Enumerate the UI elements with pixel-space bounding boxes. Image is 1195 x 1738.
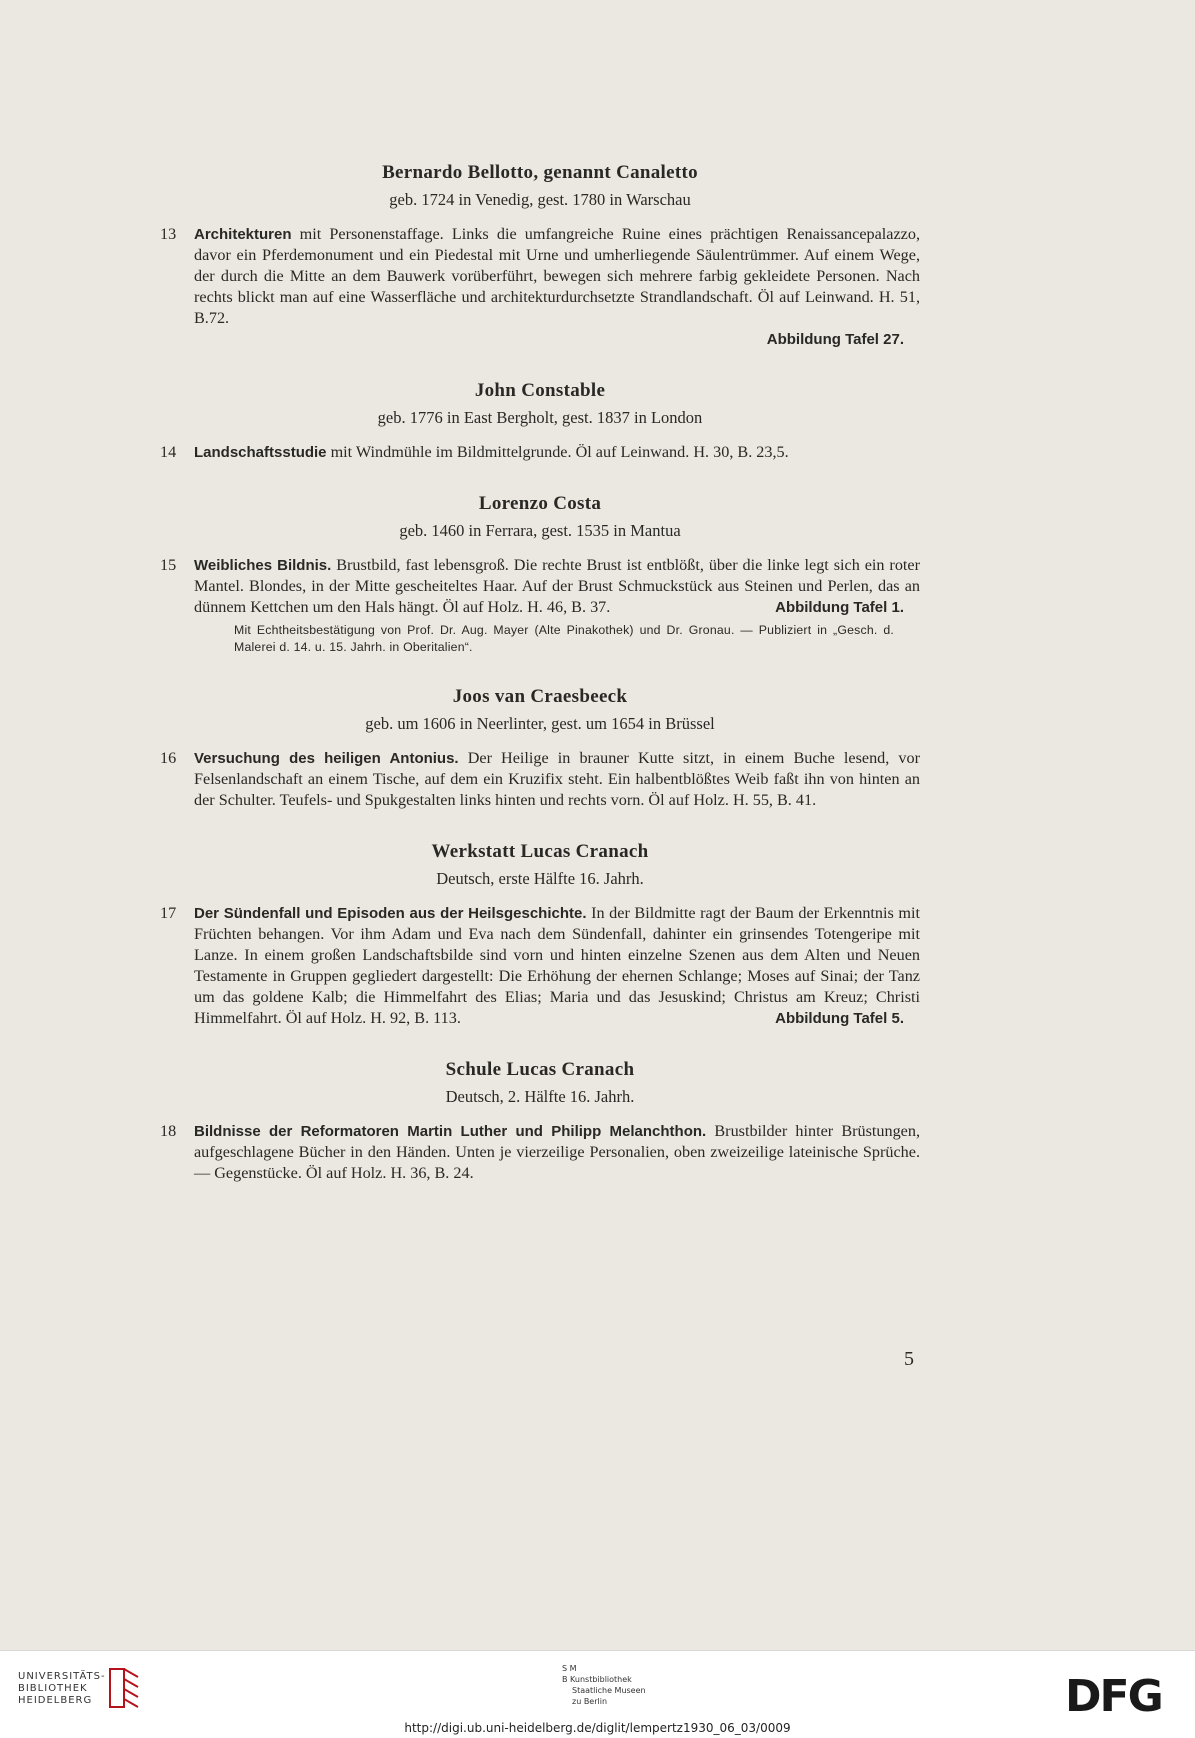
university-library-label[interactable] — [18, 1671, 106, 1707]
entry-description — [160, 555, 920, 618]
artist-name: Bernardo Bellotto, genannt Canaletto — [382, 162, 698, 183]
artist-name: Werkstatt Lucas Cranach — [431, 841, 649, 862]
smb-label-line: S M — [562, 1664, 577, 1673]
artist-life: geb. 1460 in Ferrara, gest. 1535 in Mantua — [399, 521, 681, 540]
artist-name: John Constable — [474, 380, 606, 401]
entry-description — [160, 748, 920, 811]
entry-number: 18 — [160, 1122, 177, 1140]
uni-label-line: HEIDELBERG — [18, 1695, 93, 1706]
catalog-entry-15 — [160, 493, 920, 656]
smb-kunstbibliothek-logo[interactable] — [562, 1663, 646, 1707]
catalog-entry-14 — [160, 380, 920, 463]
dfg-logo[interactable]: DFG — [1065, 1671, 1162, 1722]
artist-life: geb. 1724 in Venedig, gest. 1780 in Warschau — [389, 190, 691, 209]
artist-name: Schule Lucas Cranach — [445, 1059, 635, 1080]
smb-label-line: zu Berlin — [572, 1697, 608, 1706]
viewer-footer — [0, 1650, 1195, 1738]
plate-reference: Abbildung Tafel 27. — [766, 331, 904, 348]
artist-life: geb. um 1606 in Neerlinter, gest. um 1654 in Brüssel — [365, 714, 715, 733]
provenance-note: Mit Echtheitsbestätigung von Prof. Dr. Aug. Mayer (Alte Pinakothek) und Dr. Gronau. — Publiziert in „Gesch. d. Malerei d. 14. u. 15. Jahrh. in Oberitalien“. — [234, 623, 894, 654]
entry-description — [160, 442, 920, 463]
plate-reference: Abbildung Tafel 1. — [775, 599, 904, 616]
artist-name: Joos van Craesbeeck — [452, 686, 628, 707]
entry-title: Versuchung des heiligen Antonius. — [194, 750, 459, 767]
entry-number: 16 — [160, 749, 177, 767]
uni-label-line: UNIVERSITÄTS- — [18, 1671, 106, 1682]
entry-description — [160, 903, 920, 1029]
page-number: 5 — [904, 1348, 914, 1370]
artist-life: geb. 1776 in East Bergholt, gest. 1837 in London — [377, 408, 703, 427]
catalog-entry-13 — [160, 162, 920, 350]
entry-text: mit Windmühle im Bildmittelgrunde. Öl auf Leinwand. H. 30, B. 23,5. — [326, 443, 789, 461]
entry-description — [160, 1121, 920, 1184]
entry-number: 14 — [160, 443, 177, 461]
plate-reference: Abbildung Tafel 5. — [775, 1010, 904, 1027]
catalog-entry-18 — [160, 1059, 920, 1184]
entry-text: Der Heilige in brauner Kutte sitzt, in einem Buche lesend, vor Felsenlandschaft an einem Tische, auf dem ein Kruzifix steht. Ein halbentblößtes Weib faßt ihn von hinten an der Schulter. Teufels- und Spukgestalten links hinten und rechts vorn. Öl auf Holz. H. 55, B. 41. — [194, 749, 920, 809]
artist-name: Lorenzo Costa — [478, 493, 602, 514]
entry-text: Brustbilder hinter Brüstungen, aufgeschlagene Bücher in den Händen. Unten je vierzeilige Personalien, oben zweizeilige lateinische Sprüche. — Gegenstücke. Öl auf Holz. H. 36, B. 24. — [194, 1122, 920, 1182]
entry-number: 15 — [160, 556, 177, 574]
entry-title: Landschaftsstudie — [194, 444, 327, 461]
entry-title: Weibliches Bildnis. — [194, 557, 332, 574]
artist-life: Deutsch, erste Hälfte 16. Jahrh. — [436, 869, 644, 888]
entry-title: Bildnisse der Reformatoren Martin Luther und Philipp Melanchthon. — [194, 1123, 707, 1140]
entry-text: mit Personenstaffage. Links die umfangreiche Ruine eines prächtigen Renaissancepalazzo, davor ein Pferdemonument und ein Piedestal mit Urne und umherliegende Säulentrümmer. Auf einem Wege, der durch die Mitte an dem Bauwerk vorüberführt, bewegen sich mehrere farbig gekleidete Personen. Nach rechts blickt man auf eine Wasserfläche und architekturdurchsetzte Strandlandschaft. Öl auf Leinwand. H. 51, B.72. — [194, 225, 920, 327]
smb-label-line: Staatliche Museen — [572, 1686, 646, 1695]
entry-number: 13 — [160, 225, 177, 243]
ub-heidelberg-logo-icon[interactable] — [108, 1665, 142, 1711]
entry-description — [160, 224, 920, 350]
permalink-url[interactable]: http://digi.ub.uni-heidelberg.de/diglit/lempertz1930_06_03/0009 — [404, 1721, 791, 1735]
catalog-entry-17 — [160, 841, 920, 1029]
entry-text: Brustbild, fast lebensgroß. Die rechte Brust ist entblößt, über die linke legt sich ein roter Mantel. Blondes, in der Mitte gescheiteltes Haar. Auf der Brust Schmuckstück aus Steinen und Perlen, das an dünnem Kettchen um den Hals hängt. Öl auf Holz. H. 46, B. 37. — [194, 556, 920, 616]
catalog-content — [160, 162, 920, 1214]
entry-title: Architekturen — [194, 226, 292, 243]
artist-life: Deutsch, 2. Hälfte 16. Jahrh. — [445, 1087, 635, 1106]
smb-label-line: B Kunstbibliothek — [562, 1675, 632, 1684]
entry-title: Der Sündenfall und Episoden aus der Heilsgeschichte. — [194, 905, 587, 922]
uni-label-line: BIBLIOTHEK — [18, 1683, 88, 1694]
entry-number: 17 — [160, 904, 177, 922]
entry-text: In der Bildmitte ragt der Baum der Erkenntnis mit Früchten behangen. Vor ihm Adam und Eva nach dem Sündenfall, dahinter ein grinsendes Totengeripe mit Lanze. In einem großen Landschaftsbilde sind vorn und hinten einzelne Szenen aus dem Alten und Neuen Testamente in Gruppen gegliedert dargestellt: Die Erhöhung der ehernen Schlange; Moses auf Sinai; der Tanz um das goldene Kalb; die Himmelfahrt des Elias; Maria und das Jesuskind; Christus am Kreuz; Christi Himmelfahrt. Öl auf Holz. H. 92, B. 113. — [194, 904, 920, 1027]
catalog-entry-16 — [160, 686, 920, 811]
